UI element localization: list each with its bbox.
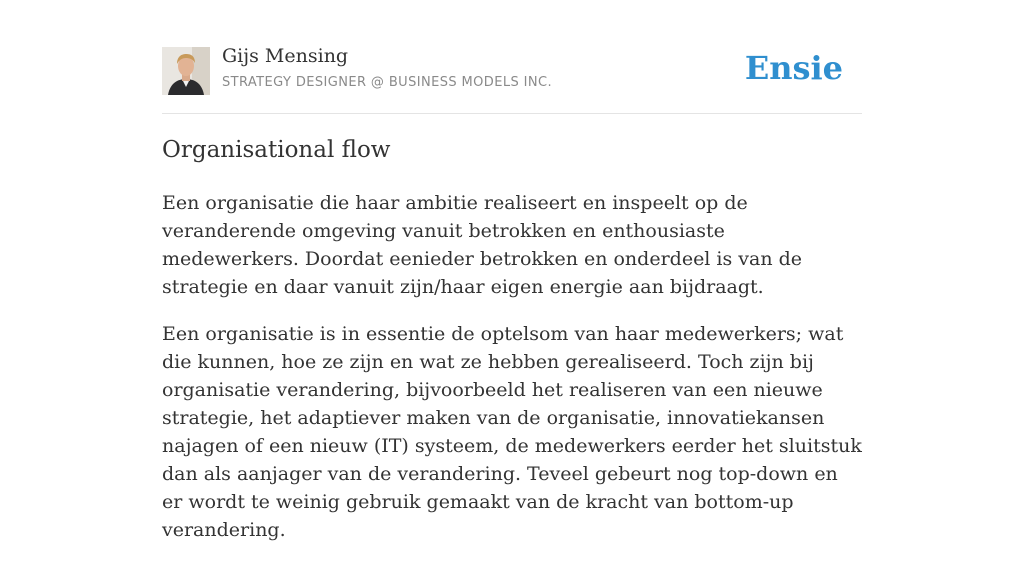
author-name[interactable]: Gijs Mensing [222, 45, 349, 67]
avatar-photo-icon [162, 47, 210, 95]
brand-logo-link[interactable]: Ensie [744, 49, 843, 87]
paragraph: Een organisatie is in essentie de optelsom van haar medewerkers; wat die kunnen, hoe ze zijn en wat ze hebben gerealiseerd. Toch zijn bij organisatie verandering, bijvoorbeeld het realiseren van een nieuwe strategie, het adaptiever maken van de organisatie, innovatiekansen najagen of een nieuw (IT) systeem, de medewerkers eerder het sluitstuk dan als aanjager van de verandering. Teveel gebeurt nog top-down en er wordt te weinig gebruik gemaakt van de kracht van bottom-up verandering. [162, 323, 862, 541]
article-title: Organisational flow [162, 137, 391, 163]
paragraph: Een organisatie die haar ambitie realiseert en inspeelt op de veranderende omgeving vanuit betrokken en enthousiaste medewerkers. Doordat eenieder betrokken en onderdeel is van de strategie en daar vanuit zijn/haar eigen energie aan bijdraagt. [162, 192, 803, 298]
author-role: STRATEGY DESIGNER @ BUSINESS MODELS INC. [222, 75, 553, 90]
article-container [162, 0, 862, 541]
article-body [162, 189, 862, 563]
article-header [162, 0, 862, 114]
avatar[interactable] [162, 47, 210, 95]
